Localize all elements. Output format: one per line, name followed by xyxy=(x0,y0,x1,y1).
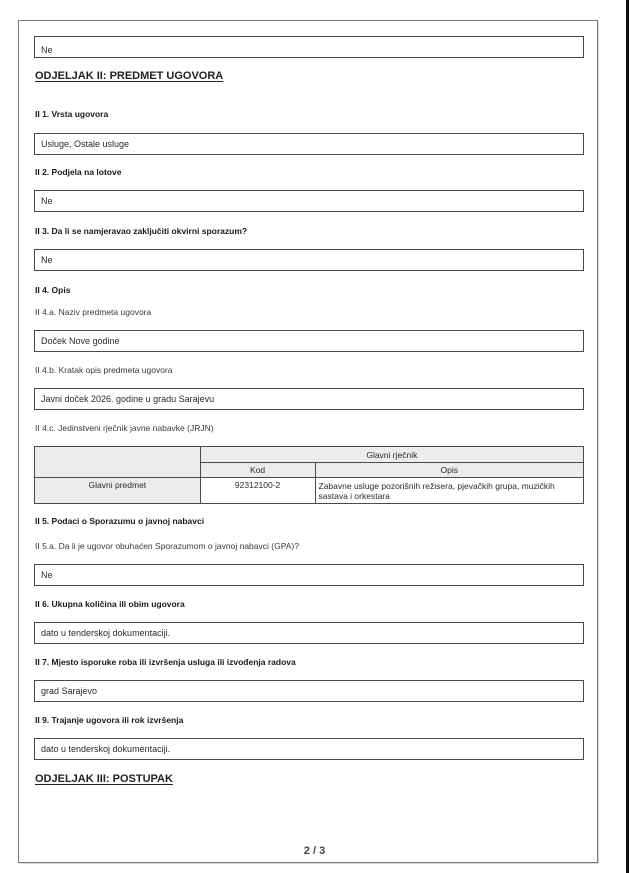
table-header-kod: Kod xyxy=(200,463,315,478)
ii1-value-field xyxy=(34,133,584,155)
table-corner-cell xyxy=(35,447,201,478)
ii5-label: II 5. Podaci o Sporazumu o javnoj nabavci xyxy=(35,516,205,526)
ii1-value: Usluge, Ostale usluge xyxy=(41,139,130,149)
top-value-field xyxy=(34,36,584,58)
ii7-label: II 7. Mjesto isporuke roba ili izvršenja usluga ili izvođenja radova xyxy=(35,657,296,667)
ii4-label: II 4. Opis xyxy=(35,285,71,295)
ii3-value: Ne xyxy=(41,255,53,265)
ii4b-value: Javni doček 2026. godine u gradu Sarajevu xyxy=(41,394,215,404)
ii9-value: dato u tenderskoj dokumentaciji. xyxy=(41,744,171,754)
ii1-label: II 1. Vrsta ugovora xyxy=(35,109,109,119)
row-label: Glavni predmet xyxy=(35,478,201,504)
ii2-label: II 2. Podjela na lotove xyxy=(35,167,122,177)
ii5a-value-field xyxy=(34,564,584,586)
row-kod: 92312100-2 xyxy=(200,478,315,504)
ii2-value: Ne xyxy=(41,196,53,206)
ii4a-value: Doček Nove godine xyxy=(41,336,120,346)
section-ii-heading: ODJELJAK II: PREDMET UGOVORA xyxy=(35,70,224,82)
ii2-value-field xyxy=(34,190,584,212)
ii4c-label: II 4.c. Jedinstveni rječnik javne nabavke (JRJN) xyxy=(35,423,214,433)
ii5a-value: Ne xyxy=(41,570,53,580)
page-indicator: 2 / 3 xyxy=(303,845,326,857)
table-group-header: Glavni rječnik xyxy=(200,447,583,463)
top-value: Ne xyxy=(41,45,53,55)
table-header-opis: Opis xyxy=(315,463,583,478)
jrjn-table xyxy=(34,446,584,504)
ii4b-label: II 4.b. Kratak opis predmeta ugovora xyxy=(35,365,173,375)
ii4b-value-field xyxy=(34,388,584,410)
ii4a-label: II 4.a. Naziv predmeta ugovora xyxy=(35,307,152,317)
table-row xyxy=(35,478,584,504)
section-iii-heading: ODJELJAK III: POSTUPAK xyxy=(35,773,173,785)
ii3-label: II 3. Da li se namjeravao zaključiti okvirni sporazum? xyxy=(35,226,248,236)
ii5a-label: II 5.a. Da li je ugovor obuhaćen Sporazumom o javnoj nabavci (GPA)? xyxy=(35,541,299,551)
ii4a-value-field xyxy=(34,330,584,352)
ii6-value: dato u tenderskoj dokumentaciji. xyxy=(41,628,171,638)
ii6-value-field xyxy=(34,622,584,644)
ii9-label: II 9. Trajanje ugovora ili rok izvršenja xyxy=(35,715,184,725)
ii3-value-field xyxy=(34,249,584,271)
row-opis: Zabavne usluge pozorišnih režisera, pjevačkih grupa, muzičkih sastava i orkestara xyxy=(315,478,583,504)
ii9-value-field xyxy=(34,738,584,760)
ii6-label: II 6. Ukupna količina ili obim ugovora xyxy=(35,599,185,609)
ii7-value: grad Sarajevo xyxy=(41,686,98,696)
ii7-value-field xyxy=(34,680,584,702)
